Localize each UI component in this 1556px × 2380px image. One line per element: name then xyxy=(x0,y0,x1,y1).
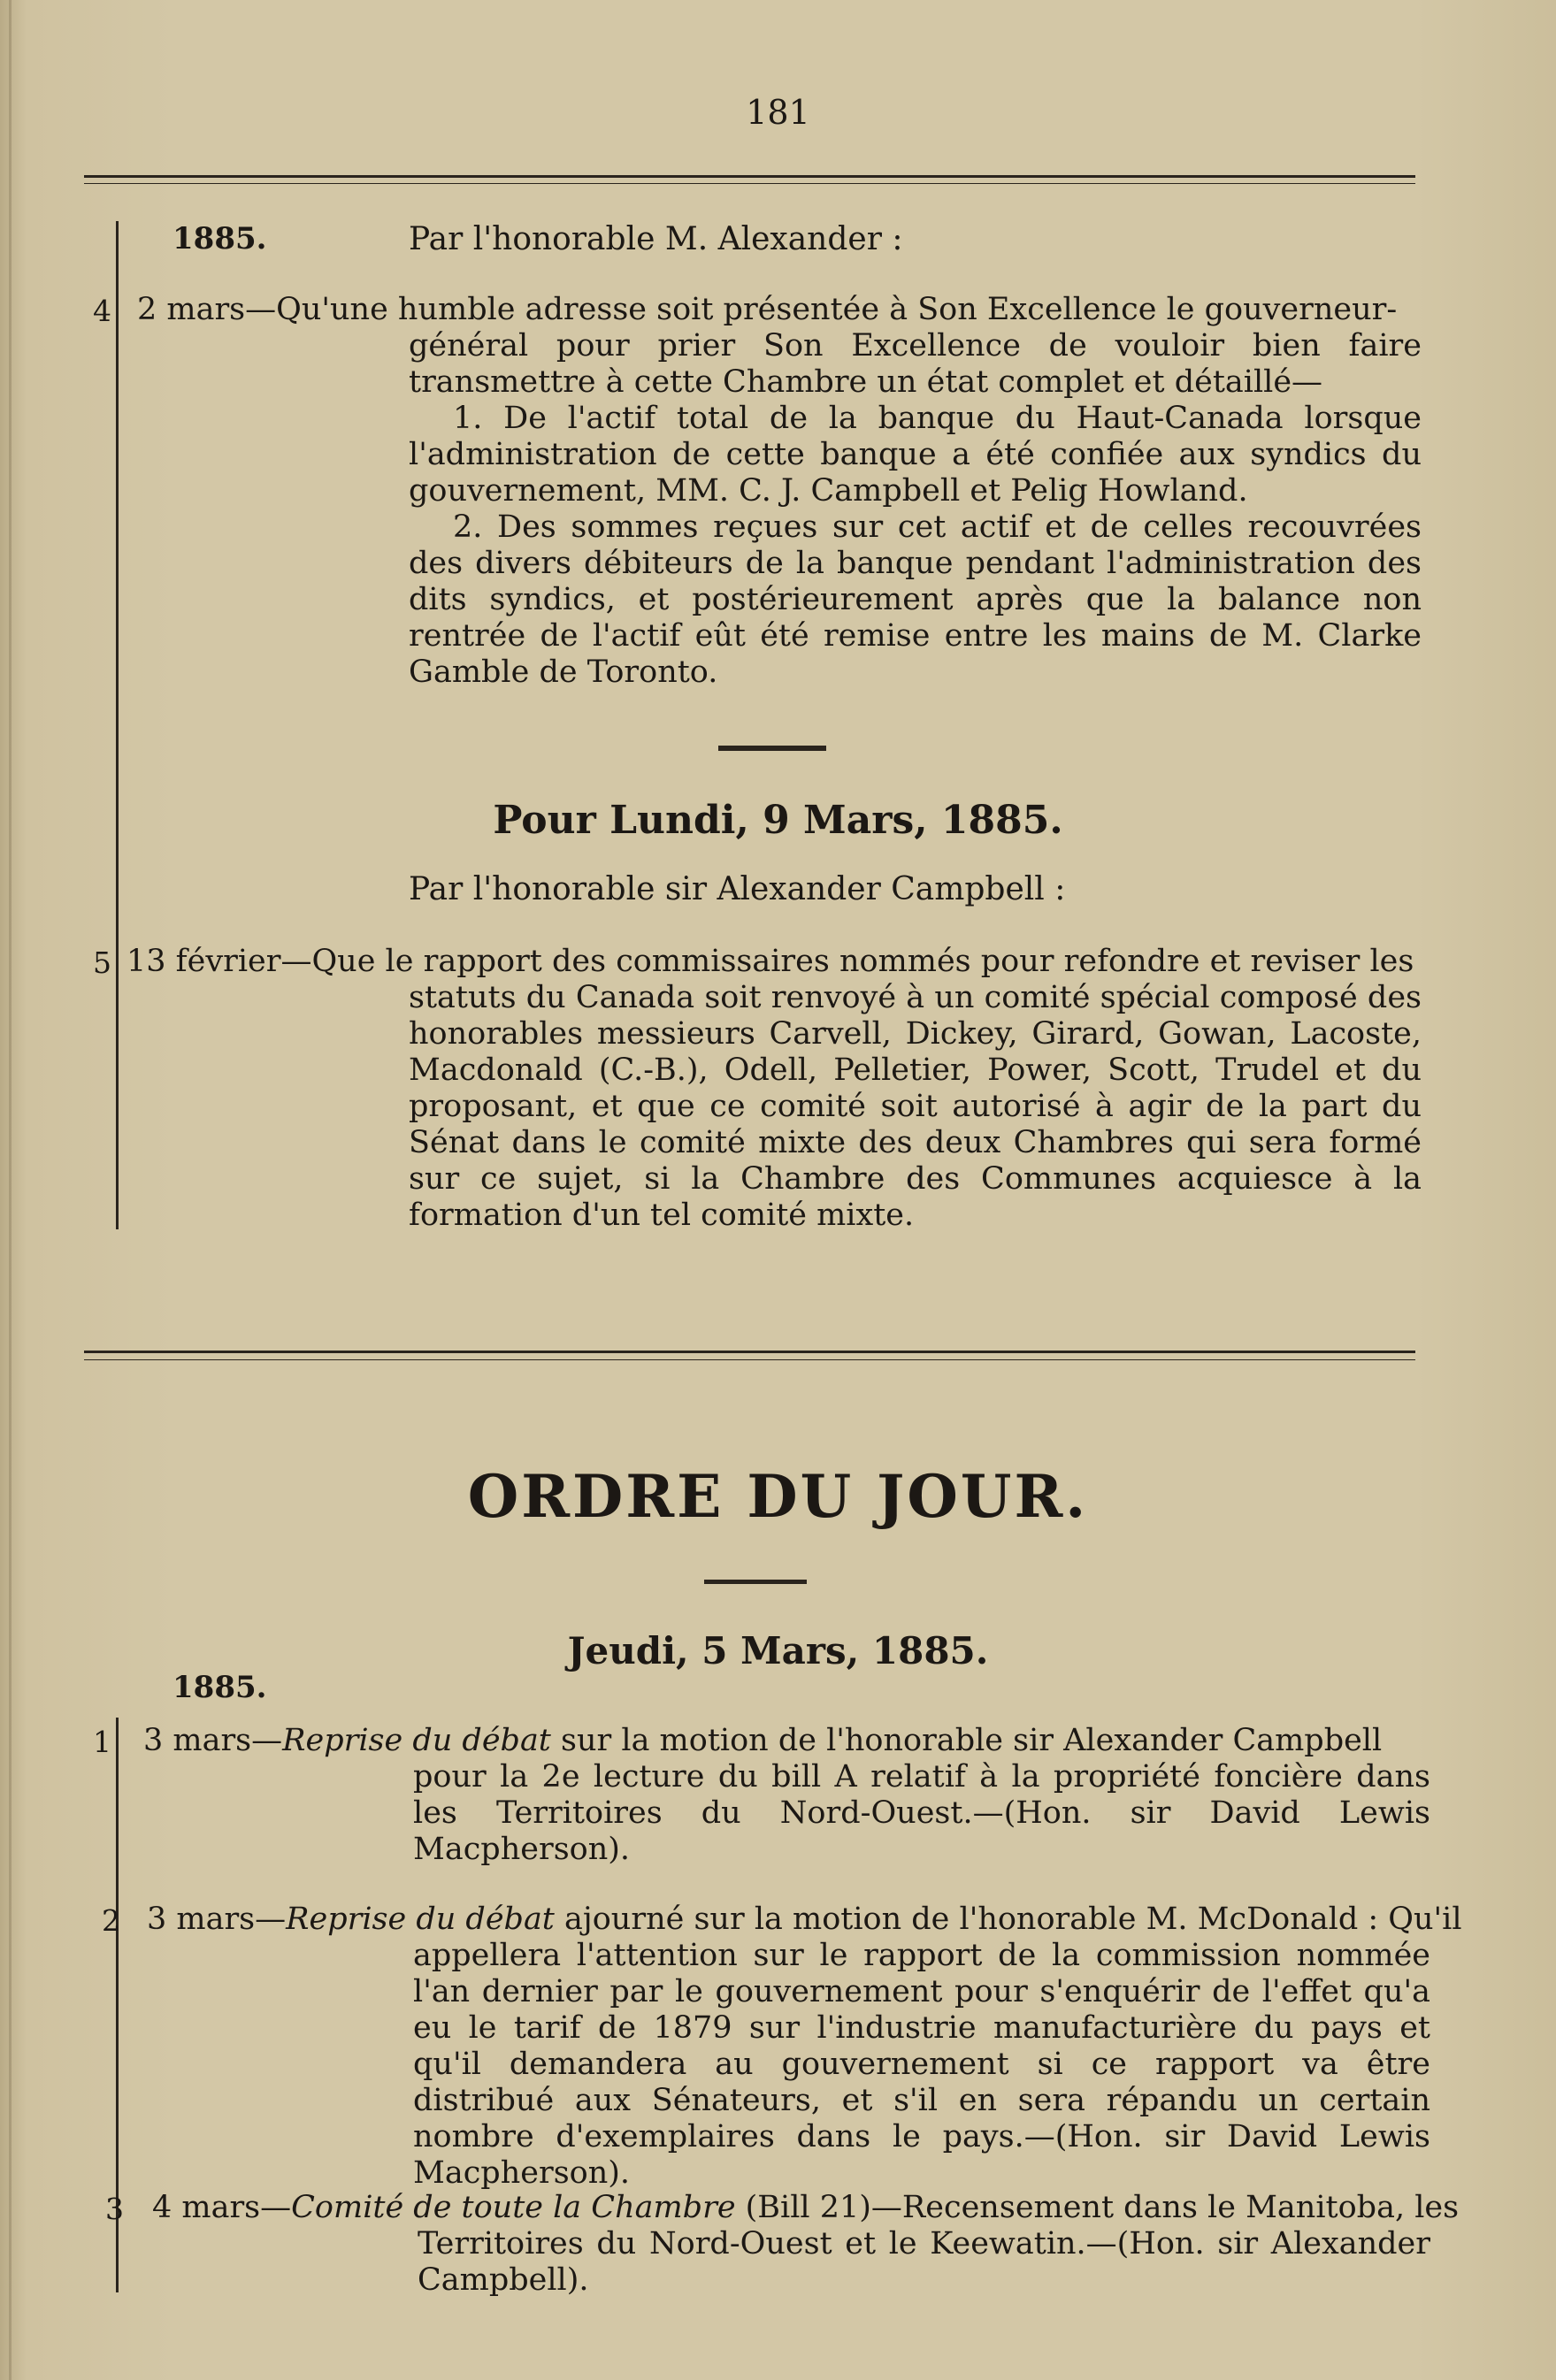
motion-number: 4 xyxy=(93,294,111,328)
order-text: ajourné sur la motion de l'honorable M. McDonald : Qu'il xyxy=(554,1902,1462,1937)
section-year: 1885. xyxy=(172,221,267,256)
order-first-line xyxy=(143,1723,1430,1759)
top-rule xyxy=(84,175,1415,178)
order-number: 3 xyxy=(105,2192,124,2226)
order-italic: Reprise du débat xyxy=(286,1902,555,1937)
motion-first-line xyxy=(137,292,1422,328)
motion-text: Qu'une humble adresse soit présentée à Son Excellence le gouverneur- xyxy=(276,292,1398,327)
order-first-line xyxy=(152,2190,1460,2226)
separator xyxy=(718,746,826,751)
separator xyxy=(704,1580,807,1584)
order-first-line xyxy=(147,1902,1462,1938)
margin-bar xyxy=(116,221,119,1229)
order-italic: Reprise du débat xyxy=(282,1723,551,1758)
motion-date: 13 février— xyxy=(126,944,312,979)
binding-gutter xyxy=(9,0,11,2380)
order-number: 2 xyxy=(102,1903,120,1938)
motion-continuation: statuts du Canada soit renvoyé à un comité spécial composé des honorables messieurs Carvell, Dickey, Girard, Gowan, Lacoste, Macdonald (C.-B.), Odell, Pelletier, Power, Scott, Trudel et du proposant, et que ce comité soit autorisé à agir de la part du Sénat dans le comité mixte des deux Chambres qui sera formé sur ce sujet, si la Chambre des Communes acquiesce à la formation d'un tel comité mixte. xyxy=(409,980,1422,1233)
order-number: 1 xyxy=(93,1725,111,1759)
section-year: 1885. xyxy=(172,1670,267,1705)
order-continuation: appellera l'attention sur le rapport de la commission nommée l'an dernier par le gouvernement pour s'enquérir de l'effet qu'a eu le tarif de 1879 sur l'industrie manufacturière du pays et qu'il demandera au gouvernement si ce rapport va être distribué aux Sénateurs, et s'il en sera répandu un certain nombre d'exemplaires dans le pays.—(Hon. sir David Lewis Macpherson). xyxy=(413,1938,1430,2191)
motion-item-2: 2. Des sommes reçues sur cet actif et de celles recouvrées des divers débiteurs de la banque pendant l'administration des dits syndics, et postérieurement après que la balance non rentrée de l'actif eût été remise entre les mains de M. Clarke Gamble de Toronto. xyxy=(409,509,1422,690)
order-text: sur la motion de l'honorable sir Alexander Campbell xyxy=(550,1723,1383,1758)
order-continuation: pour la 2e lecture du bill A relatif à la propriété foncière dans les Territoires du Nord-Ouest.—(Hon. sir David Lewis Macpherson). xyxy=(413,1759,1430,1867)
motion-continuation: général pour prier Son Excellence de vouloir bien faire transmettre à cette Chambre un état complet et détaillé— xyxy=(409,328,1422,400)
motion-text: Que le rapport des commissaires nommés pour refondre et reviser les xyxy=(311,944,1414,979)
page-title: ORDRE DU JOUR. xyxy=(467,1462,1089,1531)
middle-rule xyxy=(84,1351,1415,1353)
section-heading: Pour Lundi, 9 Mars, 1885. xyxy=(493,798,1063,843)
order-italic: Comité de toute la Chambre xyxy=(291,2190,736,2225)
order-date: 3 mars— xyxy=(143,1723,283,1758)
motion-item-1: 1. De l'actif total de la banque du Haut-Canada lorsque l'administration de cette banque a été confiée aux syndics du gouvernement, MM. C. J. Campbell et Pelig Howland. xyxy=(409,401,1422,509)
motion-first-line xyxy=(126,944,1422,980)
page-number: 181 xyxy=(746,93,810,132)
order-date: 4 mars— xyxy=(152,2190,292,2225)
day-heading: Jeudi, 5 Mars, 1885. xyxy=(567,1629,989,1672)
top-rule-thin xyxy=(84,183,1415,184)
order-continuation: Territoires du Nord-Ouest et le Keewatin.—(Hon. sir Alexander Campbell). xyxy=(418,2226,1430,2298)
motion-date: 2 mars— xyxy=(137,292,277,327)
order-date: 3 mars— xyxy=(147,1902,287,1937)
middle-rule-thin xyxy=(84,1359,1415,1360)
mover-label: Par l'honorable sir Alexander Campbell : xyxy=(409,871,1066,907)
motion-number: 5 xyxy=(93,945,111,980)
mover-label: Par l'honorable M. Alexander : xyxy=(409,221,903,257)
order-text: (Bill 21)—Recensement dans le Manitoba, les xyxy=(735,2190,1460,2225)
